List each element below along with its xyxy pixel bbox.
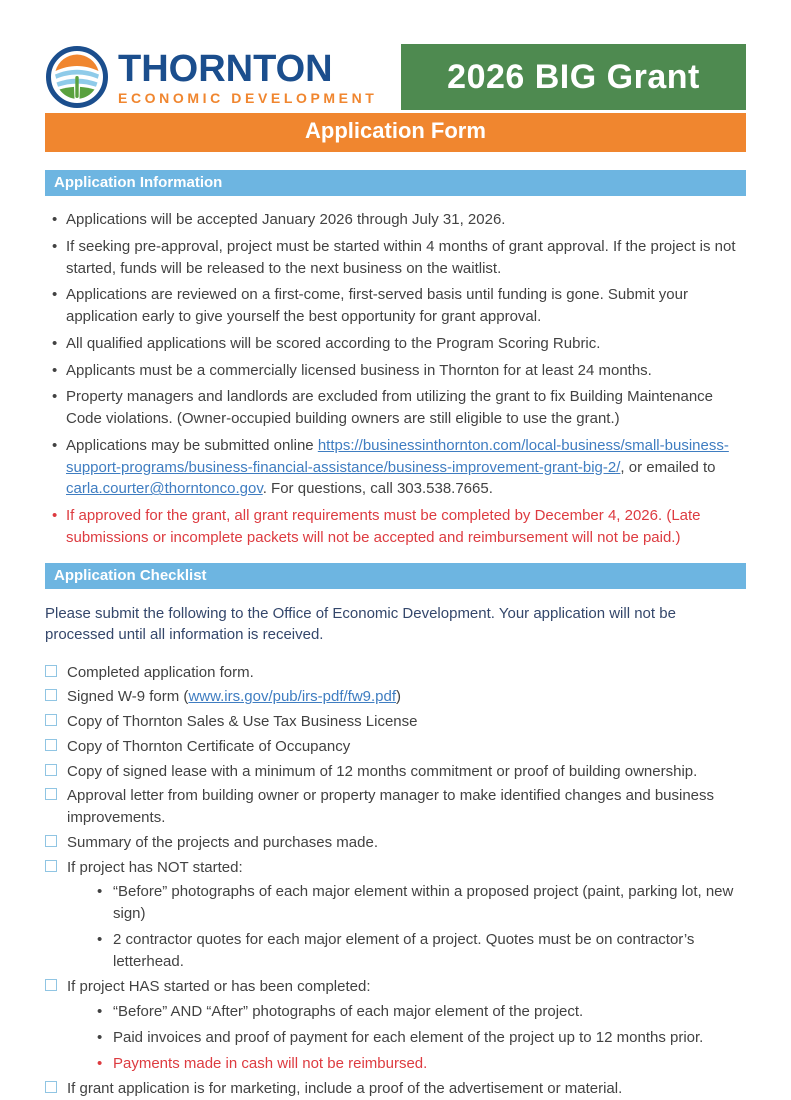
checklist-item-label: ) [396,688,401,705]
checklist-item-project-has-started [45,976,746,1074]
logo-subtitle: ECONOMIC DEVELOPMENT [118,91,377,105]
checklist-item-completed-form [45,662,746,684]
checklist-item-sales-tax-license [45,711,746,733]
sub-bullet: • “Before” AND “After” photographs of each major element of the project. [89,1001,746,1023]
logo-wordmark: THORNTON [118,50,377,88]
masthead [45,44,746,110]
checklist-item-lease [45,761,746,783]
checklist [45,662,746,1100]
checkbox[interactable] [45,860,57,872]
sub-bullet: • Paid invoices and proof of payment for each element of the project up to 12 months prior. [89,1027,746,1049]
submission-text-mid: , or emailed to [620,459,715,476]
checkbox[interactable] [45,689,57,701]
checkbox[interactable] [45,1081,57,1093]
checklist-intro: Please submit the following to the Office of Economic Development. Your application will not be processed until all information is received. [45,603,746,645]
checklist-item-label: If project has NOT started: [67,859,243,876]
checkbox[interactable] [45,665,57,677]
section-heading-application-checklist: Application Checklist [45,563,746,589]
section-heading-application-information: Application Information [45,170,746,196]
info-bullet: • Applications are reviewed on a first-come, first-served basis until funding is gone. Submit your application early to give yourself the best opportunity for grant approval. [45,284,746,328]
thornton-logo-icon [45,45,109,109]
grant-title-banner: 2026 BIG Grant [401,44,746,110]
info-bullet: • Property managers and landlords are excluded from utilizing the grant to fix Building Maintenance Code violations. (Owner-occupied building owners are still eligible to use the grant.) [45,386,746,430]
section-application-checklist [45,563,746,1100]
checkbox[interactable] [45,739,57,751]
form-title-banner: Application Form [45,113,746,152]
checklist-item-summary [45,832,746,854]
checkbox[interactable] [45,788,57,800]
thornton-ed-logo [45,44,377,110]
checklist-item-label: Copy of Thornton Sales & Use Tax Business License [67,713,417,730]
checklist-item-label: Copy of signed lease with a minimum of 12 months commitment or proof of building ownership. [67,763,697,780]
email-link[interactable]: carla.courter@thorntonco.gov [66,480,263,497]
checkbox[interactable] [45,979,57,991]
sub-bullet-cash-warning: • Payments made in cash will not be reimbursed. [89,1053,746,1075]
checklist-item-label: If project HAS started or has been completed: [67,978,371,995]
submission-text-before: Applications may be submitted online [66,437,318,454]
info-bullet: • Applicants must be a commercially licensed business in Thornton for at least 24 months. [45,360,746,382]
info-bullet-submission [45,435,746,500]
logo-text [118,50,377,105]
checkbox[interactable] [45,835,57,847]
checklist-item-project-not-started [45,857,746,973]
checklist-item-approval-letter [45,785,746,829]
checklist-item-label: Signed W-9 form ( [67,688,188,705]
submission-text-after: . For questions, call 303.538.7665. [263,480,493,497]
checklist-item-marketing [45,1078,746,1100]
checkbox[interactable] [45,764,57,776]
info-bullet: • Applications will be accepted January 2026 through July 31, 2026. [45,209,746,231]
info-bullet-list [45,209,746,549]
sub-bullet: • 2 contractor quotes for each major element of a project. Quotes must be on contractor’s letterhead. [89,929,746,973]
checklist-item-label: Approval letter from building owner or property manager to make identified changes and business improvements. [67,787,714,826]
sub-bullet: • “Before” photographs of each major element within a proposed project (paint, parking lot, new sign) [89,881,746,925]
checklist-item-label: Summary of the projects and purchases made. [67,834,378,851]
sub-bullet-list [89,881,746,972]
sub-bullet-list [89,1001,746,1074]
checklist-item-w9 [45,686,746,708]
info-bullet-deadline-warning: • If approved for the grant, all grant requirements must be completed by December 4, 2026. (Late submissions or incomplete packets will not be accepted and reimbursement will not be paid.) [45,505,746,549]
checklist-item-certificate-occupancy [45,736,746,758]
info-bullet: • All qualified applications will be scored according to the Program Scoring Rubric. [45,333,746,355]
w9-link[interactable]: www.irs.gov/pub/irs-pdf/fw9.pdf [188,688,396,705]
checklist-item-label: Copy of Thornton Certificate of Occupancy [67,738,350,755]
checkbox[interactable] [45,714,57,726]
section-application-information [45,170,746,549]
checklist-item-label: If grant application is for marketing, include a proof of the advertisement or material. [67,1080,622,1097]
application-url-link[interactable]: https://businessinthornton.com/local-business/small-business-support-programs/business-financial-assistance/business-improvement-grant-big-2/ [66,437,729,476]
info-bullet: • If seeking pre-approval, project must be started within 4 months of grant approval. If the project is not started, funds will be released to the next business on the waitlist. [45,236,746,280]
checklist-item-label: Completed application form. [67,664,254,681]
